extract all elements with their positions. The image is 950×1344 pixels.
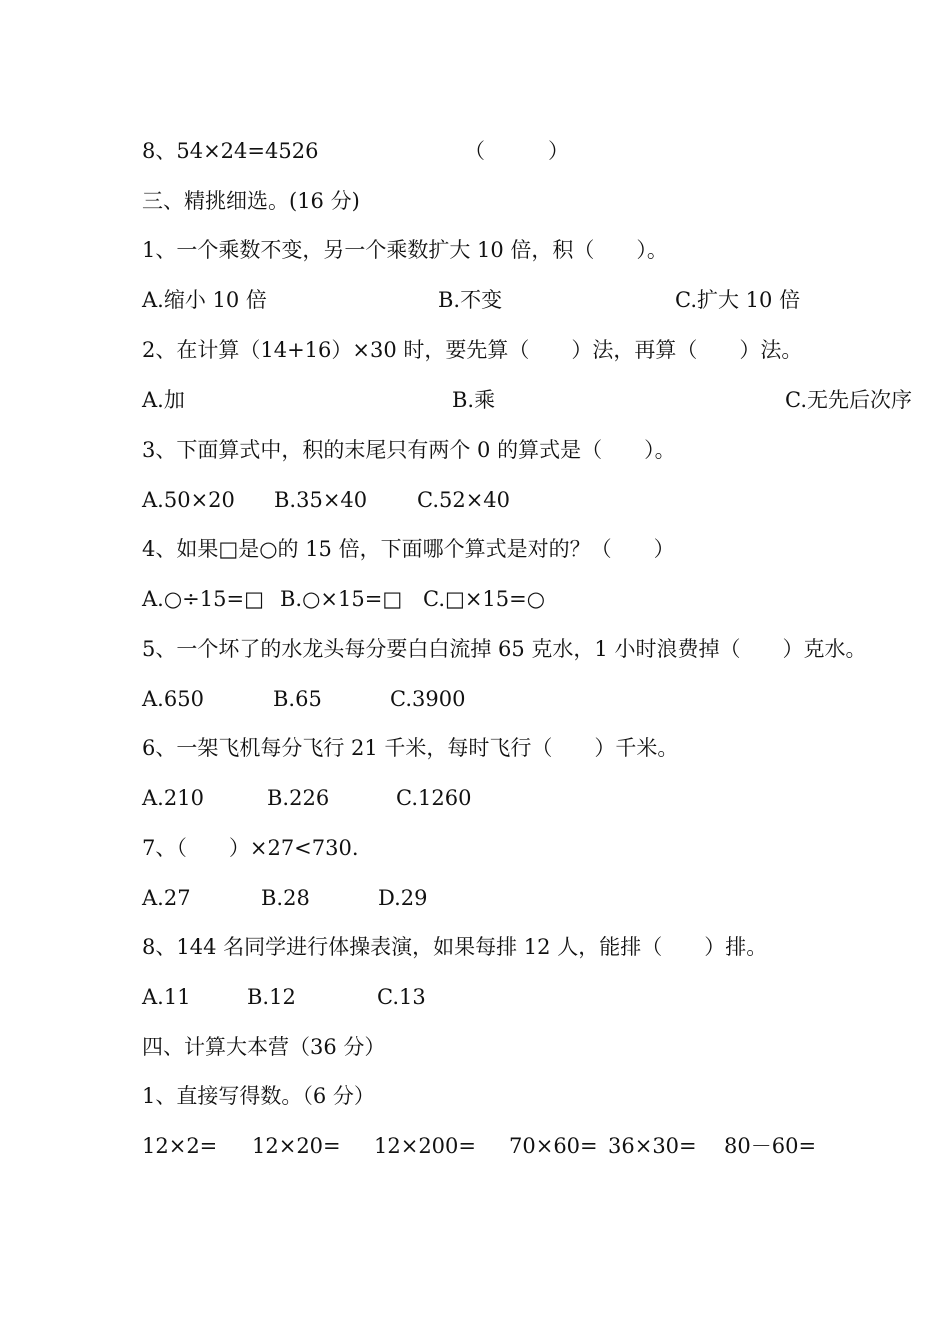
option-c: C.13 [377, 985, 426, 1009]
option-a: A.210 [142, 786, 204, 810]
calc-item: 12×20= [252, 1134, 341, 1158]
calc-item: 80－60= [724, 1134, 817, 1158]
question-3: 3、下面算式中，积的末尾只有两个 0 的算式是（ ）。 [142, 438, 676, 462]
question-8: 8、144 名同学进行体操表演，如果每排 12 人，能排（ ）排。 [142, 935, 768, 959]
section-title: 三、精挑细选。(16 分) [142, 189, 360, 213]
calc-item: 12×2= [142, 1134, 218, 1158]
judge-item-8-text: 8、54×24=4526 [142, 139, 319, 163]
option-b: B.○×15=□ [280, 587, 403, 611]
option-b: B.28 [261, 886, 310, 910]
question-7: 7、（ ）×27<730. [142, 836, 359, 860]
option-a: A.50×20 [142, 488, 235, 512]
option-c: C.3900 [390, 687, 466, 711]
section-title: 四、计算大本营（36 分） [142, 1035, 386, 1059]
option-a: A.○÷15=□ [142, 587, 264, 611]
answer-paren: （ ） [464, 139, 569, 163]
option-b: B.12 [247, 985, 296, 1009]
question-4: 4、如果□是○的 15 倍，下面哪个算式是对的？（ ） [142, 537, 675, 561]
option-a: A.加 [142, 388, 185, 412]
option-a: A.11 [142, 985, 191, 1009]
question-2: 2、在计算（14+16）×30 时，要先算（ ）法，再算（ ）法。 [142, 338, 803, 362]
option-a: A.缩小 10 倍 [142, 288, 267, 312]
option-a: A.27 [142, 886, 191, 910]
judge-item-8 [142, 137, 569, 165]
question-1: 1、一个乘数不变，另一个乘数扩大 10 倍，积（ ）。 [142, 238, 668, 262]
option-c: C.无先后次序 [785, 388, 912, 412]
option-b: B.乘 [452, 388, 496, 412]
calc-item: 36×30= [608, 1134, 697, 1158]
option-c: C.扩大 10 倍 [675, 288, 801, 312]
option-b: B.226 [267, 786, 330, 810]
option-b: B.35×40 [274, 488, 368, 512]
question-5: 5、一个坏了的水龙头每分要白白流掉 65 克水，1 小时浪费掉（ ）克水。 [142, 637, 867, 661]
option-b: B.不变 [438, 288, 503, 312]
calc-item: 70×60= [509, 1134, 598, 1158]
subsection-title: 1、直接写得数。（6 分） [142, 1084, 375, 1108]
option-d: D.29 [378, 886, 428, 910]
option-c: C.1260 [396, 786, 472, 810]
option-b: B.65 [273, 687, 322, 711]
calc-item: 12×200= [374, 1134, 476, 1158]
option-c: C.52×40 [417, 488, 511, 512]
option-c: C.□×15=○ [423, 587, 546, 611]
question-6: 6、一架飞机每分飞行 21 千米，每时飞行（ ）千米。 [142, 736, 679, 760]
option-a: A.650 [142, 687, 204, 711]
